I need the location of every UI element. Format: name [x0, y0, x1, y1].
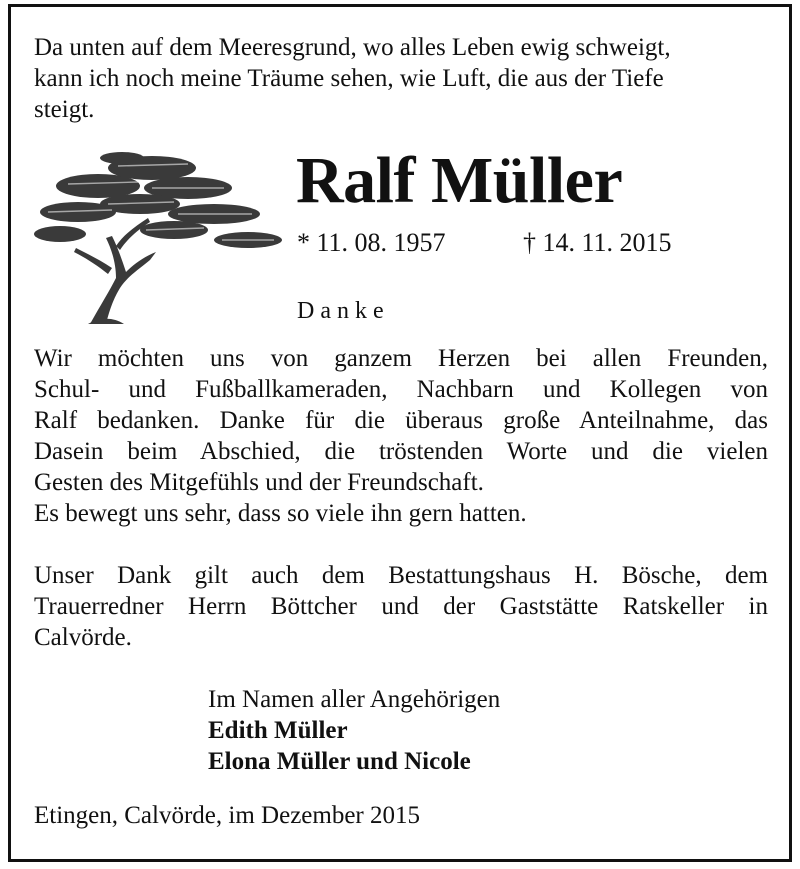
paragraph1-line: Wir möchten uns von ganzem Herzen bei allen Freunden, — [34, 345, 768, 372]
paragraph2-line: Trauerredner Herrn Böttcher und der Gaststätte Ratskeller in — [34, 593, 768, 620]
motto-line: kann ich noch meine Träume sehen, wie Luft, die aus der Tiefe — [34, 65, 664, 92]
signature-name: Elona Müller und Nicole — [208, 748, 471, 775]
paragraph1-line: Es bewegt uns sehr, dass so viele ihn gern hatten. — [34, 500, 527, 527]
motto-line: Da unten auf dem Meeresgrund, wo alles Leben ewig schweigt, — [34, 34, 671, 61]
birth-date: * 11. 08. 1957 — [297, 228, 446, 257]
paragraph1-line: Schul- und Fußballkameraden, Nachbarn und Kollegen von — [34, 376, 768, 403]
signature-intro: Im Namen aller Angehörigen — [208, 686, 501, 713]
signature-name: Edith Müller — [208, 717, 348, 744]
motto-line: steigt. — [34, 96, 95, 123]
paragraph1-line: Dasein beim Abschied, die tröstenden Worte und die vielen — [34, 438, 768, 465]
death-date: † 14. 11. 2015 — [523, 228, 672, 257]
tree-icon — [28, 148, 286, 324]
place-date: Etingen, Calvörde, im Dezember 2015 — [34, 802, 420, 829]
paragraph1-line: Ralf bedanken. Danke für die überaus große Anteilnahme, das — [34, 407, 768, 434]
paragraph2-line: Calvörde. — [34, 624, 132, 651]
paragraph2-line: Unser Dank gilt auch dem Bestattungshaus H. Bösche, dem — [34, 562, 768, 589]
paragraph1-line: Gesten des Mitgefühls und der Freundschaft. — [34, 469, 484, 496]
deceased-name: Ralf Müller — [296, 144, 623, 217]
heading-danke: Danke — [297, 298, 390, 324]
